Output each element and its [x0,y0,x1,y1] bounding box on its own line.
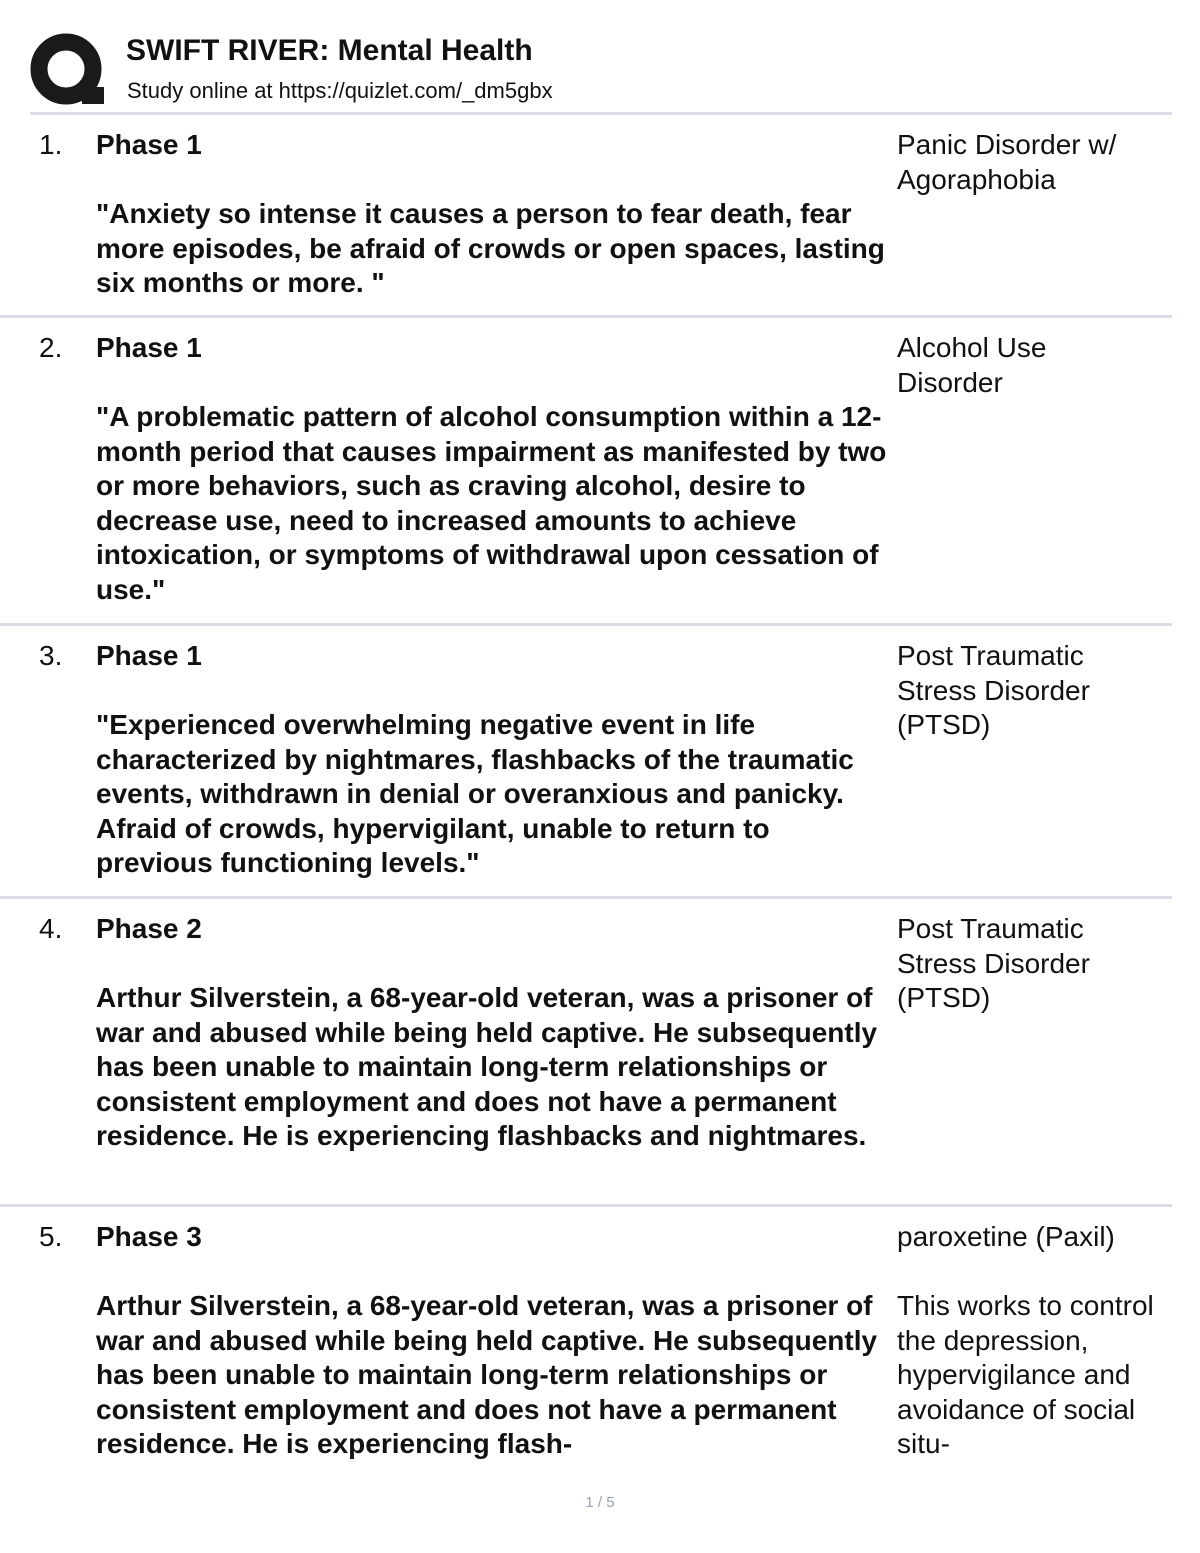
card-term [96,331,888,607]
card-term [96,912,888,1154]
study-online-link[interactable]: Study online at https://quizlet.com/_dm5gbx [127,78,553,103]
card-term-text: Arthur Silverstein, a 68-year-old veteran, was a prisoner of war and abused while being held captive. He subsequently has been unable to maintain long-term relationships or consistent employment and does not have a permanent residence. He is experiencing flash- [96,1290,878,1459]
card-definition [897,1220,1159,1462]
deck-title: SWIFT RIVER: Mental Health [126,34,533,67]
card-definition-note: This works to control the depression, hypervigilance and avoidance of social situ- [897,1290,1154,1459]
card-term [96,1220,888,1462]
card-number: 1. [39,129,63,160]
flashcard-2 [0,318,1172,626]
card-phase: Phase 1 [96,640,202,671]
card-number: 4. [39,913,63,944]
flashcard-4 [0,899,1172,1207]
card-phase: Phase 2 [96,913,202,944]
card-term-text: "Experienced overwhelming negative event in life characterized by nightmares, flashbacks of the traumatic events, withdrawn in denial or overanxious and panicky. Afraid of crowds, hypervigilant, unable to return to previous functioning levels." [96,709,854,878]
card-definition-text: Panic Disorder w/ Agoraphobia [897,129,1117,195]
card-number: 2. [39,332,63,363]
card-definition-text: paroxetine (Paxil) [897,1221,1115,1252]
card-phase: Phase 1 [96,332,202,363]
header [30,28,1172,112]
flashcard-3 [0,626,1172,899]
card-definition-text: Post Traumatic Stress Disorder (PTSD) [897,913,1090,1013]
page-number: 1 / 5 [585,1494,615,1511]
card-definition [897,331,1159,400]
card-number: 3. [39,640,63,671]
card-list [0,115,1200,1477]
flashcard-5 [0,1207,1172,1477]
card-definition-text: Post Traumatic Stress Disorder (PTSD) [897,640,1090,740]
card-definition [897,128,1159,197]
card-term-text: "Anxiety so intense it causes a person to fear death, fear more episodes, be afraid of crowds or open spaces, lasting six months or more. " [96,198,885,298]
flashcard-1 [0,115,1172,318]
card-term-text: Arthur Silverstein, a 68-year-old veteran, was a prisoner of war and abused while being held captive. He subsequently has been unable to maintain long-term relationships or consistent employment and does not have a permanent residence. He is experiencing flashbacks and nightmares. [96,982,878,1151]
card-phase: Phase 3 [96,1221,202,1252]
card-term-text: "A problematic pattern of alcohol consumption within a 12-month period that causes impairment as manifested by two or more behaviors, such as craving alcohol, desire to decrease use, need to increased amounts to achieve intoxication, or symptoms of withdrawal upon cessation of use." [96,401,887,605]
quizlet-logo-icon [30,32,106,108]
card-definition [897,639,1159,743]
card-phase: Phase 1 [96,129,202,160]
card-definition-text: Alcohol Use Disorder [897,332,1047,398]
card-definition [897,912,1159,1016]
card-number: 5. [39,1221,63,1252]
card-term [96,639,888,881]
card-term [96,128,888,301]
